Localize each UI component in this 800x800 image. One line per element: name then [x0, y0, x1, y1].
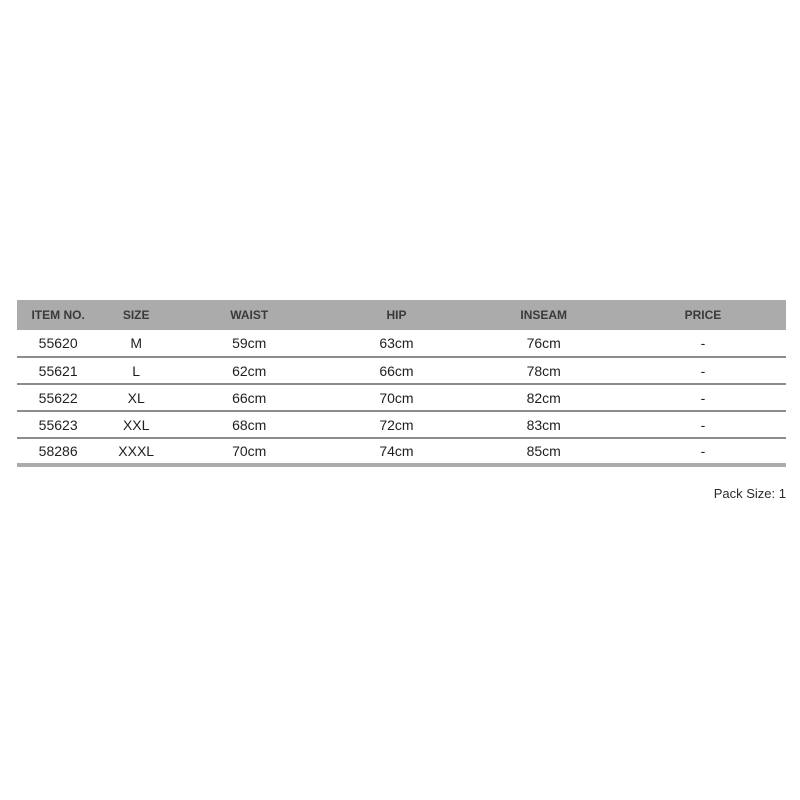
cell-waist: 70cm	[173, 438, 325, 465]
cell-inseam: 76cm	[468, 330, 620, 357]
column-header-price: PRICE	[620, 300, 786, 330]
cell-price: -	[620, 384, 786, 411]
cell-waist: 59cm	[173, 330, 325, 357]
cell-waist: 66cm	[173, 384, 325, 411]
table-header-row	[17, 300, 786, 330]
table-row	[17, 411, 786, 438]
column-header-hip: HIP	[325, 300, 467, 330]
cell-hip: 63cm	[325, 330, 467, 357]
cell-item-no: 55621	[17, 357, 99, 384]
cell-hip: 74cm	[325, 438, 467, 465]
table-row	[17, 330, 786, 357]
cell-size: XL	[99, 384, 173, 411]
table-row	[17, 438, 786, 465]
cell-price: -	[620, 411, 786, 438]
cell-price: -	[620, 438, 786, 465]
cell-inseam: 85cm	[468, 438, 620, 465]
table-row	[17, 384, 786, 411]
table-row	[17, 357, 786, 384]
pack-size-note: Pack Size: 1	[713, 486, 786, 501]
cell-waist: 62cm	[173, 357, 325, 384]
cell-size: XXL	[99, 411, 173, 438]
cell-inseam: 83cm	[468, 411, 620, 438]
cell-price: -	[620, 330, 786, 357]
column-header-item-no: ITEM NO.	[17, 300, 99, 330]
cell-size: L	[99, 357, 173, 384]
cell-item-no: 55623	[17, 411, 99, 438]
cell-item-no: 55622	[17, 384, 99, 411]
column-header-inseam: INSEAM	[468, 300, 620, 330]
column-header-size: SIZE	[99, 300, 173, 330]
cell-price: -	[620, 357, 786, 384]
cell-size: XXXL	[99, 438, 173, 465]
cell-item-no: 58286	[17, 438, 99, 465]
size-chart	[17, 300, 786, 467]
cell-inseam: 82cm	[468, 384, 620, 411]
cell-hip: 70cm	[325, 384, 467, 411]
cell-hip: 66cm	[325, 357, 467, 384]
cell-hip: 72cm	[325, 411, 467, 438]
cell-size: M	[99, 330, 173, 357]
cell-inseam: 78cm	[468, 357, 620, 384]
cell-item-no: 55620	[17, 330, 99, 357]
size-chart-table	[17, 300, 786, 467]
column-header-waist: WAIST	[173, 300, 325, 330]
cell-waist: 68cm	[173, 411, 325, 438]
